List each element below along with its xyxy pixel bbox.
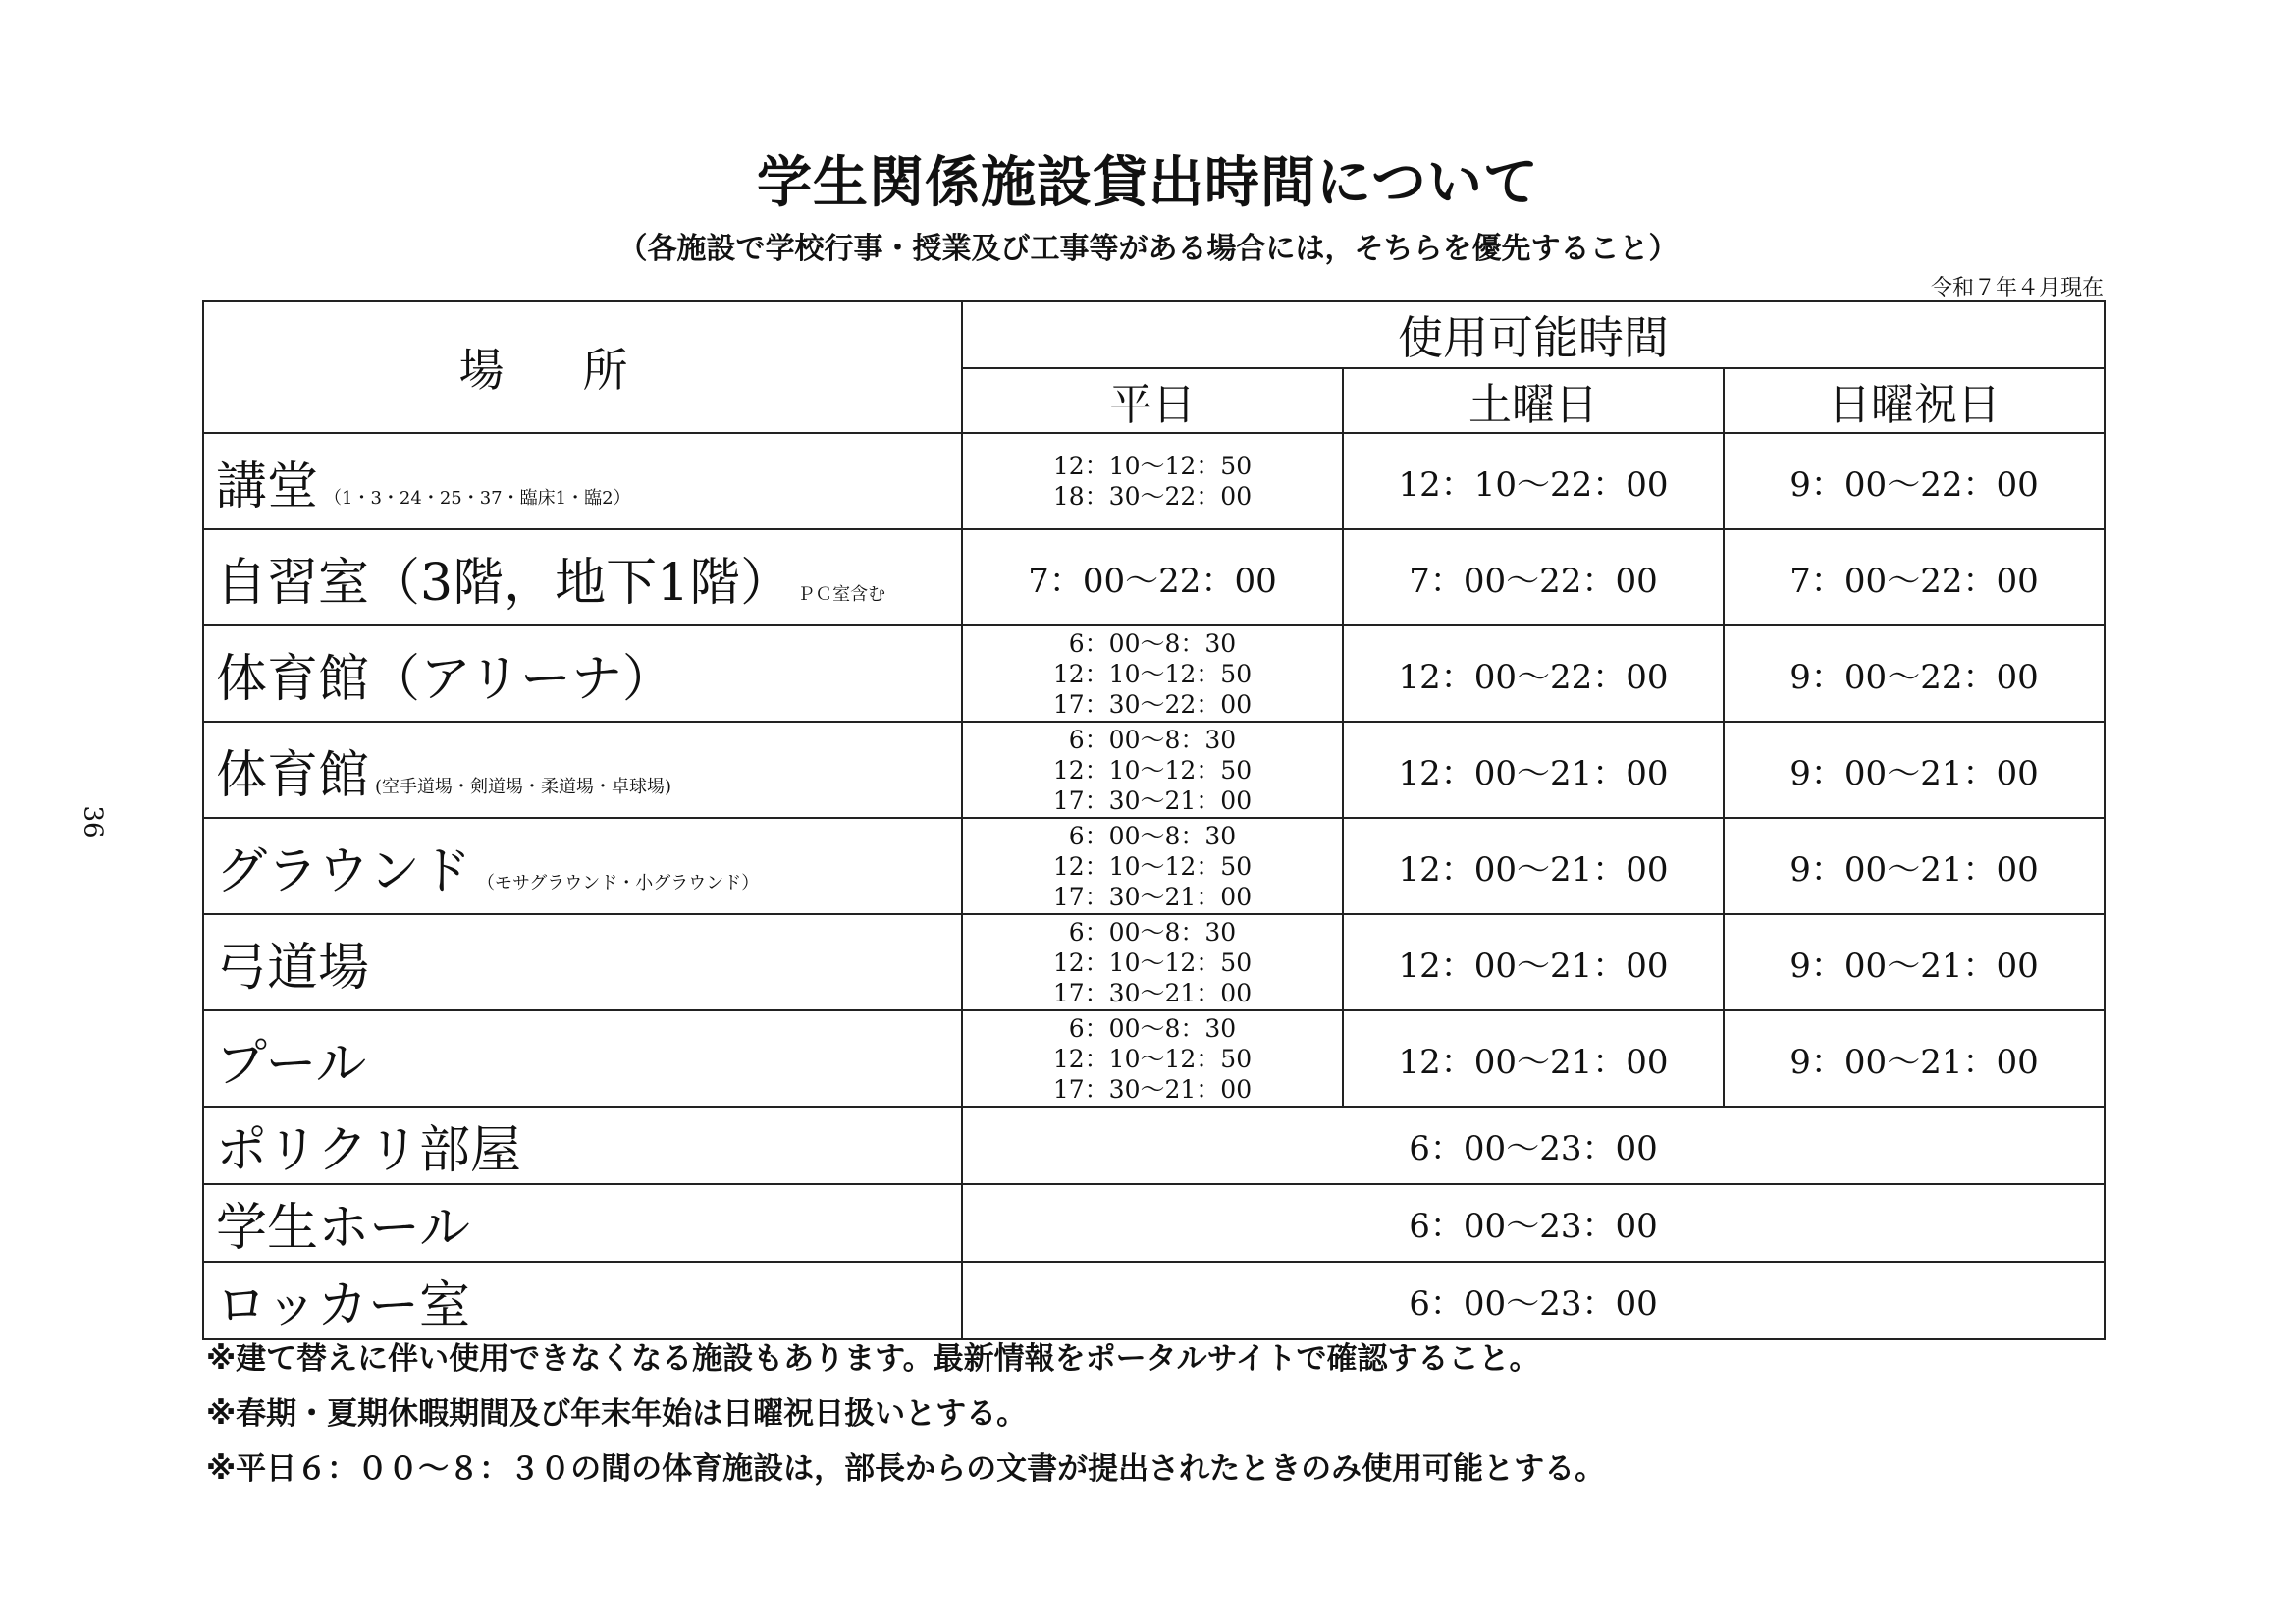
facility-rows <box>203 433 2105 1107</box>
weekday-time-slot: 17：30～21：00 <box>1052 882 1253 911</box>
facility-note: (空手道場・剣道場・柔道場・卓球場) <box>375 776 672 797</box>
table-row <box>203 529 2105 625</box>
as-of-date: 令和７年４月現在 <box>1930 276 2104 300</box>
facility-hours-table <box>202 300 2106 1340</box>
facility-name: 講堂 <box>216 457 319 516</box>
footnote: ※平日６：００～８：３０の間の体育施設は，部長からの文書が提出されたときのみ使用可能とする。 <box>206 1451 1606 1487</box>
weekday-time-slot: 17：30～22：00 <box>1052 689 1253 719</box>
facility-note: （モサグラウンド・小グラウンド） <box>477 872 760 893</box>
facility-name-cell <box>203 818 962 914</box>
sunday-hours-cell: 9：00～22：00 <box>1724 433 2105 529</box>
weekday-hours-cell <box>962 433 1343 529</box>
weekday-time-slot: 6：00～8：30 <box>1068 725 1237 754</box>
facility-note: （1・3・24・25・37・臨床1・臨2） <box>324 487 631 509</box>
facility-note: ＰＣ室含む <box>797 583 886 605</box>
weekday-hours-cell <box>962 1010 1343 1107</box>
sunday-hours-cell: 9：00～22：00 <box>1724 625 2105 722</box>
header-weekday: 平日 <box>962 368 1343 433</box>
saturday-hours-cell: 12：10～22：00 <box>1343 433 1724 529</box>
sunday-hours-cell: 9：00～21：00 <box>1724 914 2105 1010</box>
sunday-hours-cell: 9：00～21：00 <box>1724 722 2105 818</box>
saturday-hours-cell: 12：00～21：00 <box>1343 818 1724 914</box>
page-number: 36 <box>78 805 108 839</box>
header-usable-hours: 使用可能時間 <box>962 301 2105 368</box>
saturday-hours-cell: 12：00～22：00 <box>1343 625 1724 722</box>
all-day-hours-cell: 6：00～23：00 <box>962 1262 2105 1339</box>
facility-name-cell <box>203 1010 962 1107</box>
page-title: 学生関係施設貸出時間について <box>757 151 1539 215</box>
facility-name-cell <box>203 722 962 818</box>
facility-name: 自習室（3階，地下1階） <box>216 553 792 613</box>
weekday-time-slot: 12：10～12：50 <box>1052 755 1253 785</box>
footnotes <box>206 1333 1605 1498</box>
weekday-hours-cell <box>962 529 1343 625</box>
weekday-time-slot: 18：30～22：00 <box>1052 482 1253 511</box>
table-row <box>203 722 2105 818</box>
table-row <box>203 1184 2105 1262</box>
weekday-time-slot: 12：10～12：50 <box>1052 452 1253 480</box>
table-row <box>203 818 2105 914</box>
weekday-time-slot: 17：30～21：00 <box>1052 1074 1253 1104</box>
saturday-hours-cell: 7：00～22：00 <box>1343 529 1724 625</box>
facility-name: 体育館 <box>216 745 370 805</box>
facility-name-cell <box>203 529 962 625</box>
facility-name: 弓道場 <box>216 938 370 998</box>
all-day-hours-cell: 6：00～23：00 <box>962 1107 2105 1184</box>
weekday-time-slot: 17：30～21：00 <box>1052 978 1253 1007</box>
saturday-hours-cell: 12：00～21：00 <box>1343 1010 1724 1107</box>
facility-name: 体育館（アリーナ） <box>216 649 673 709</box>
footnote: ※春期・夏期休暇期間及び年末年始は日曜祝日扱いとする。 <box>206 1396 1028 1432</box>
table-row <box>203 1107 2105 1184</box>
weekday-time-slot: 6：00～8：30 <box>1068 1013 1237 1043</box>
facility-name-cell <box>203 914 962 1010</box>
table-row <box>203 914 2105 1010</box>
weekday-time-slot: 17：30～21：00 <box>1052 785 1253 815</box>
weekday-time-slot: 6：00～8：30 <box>1068 821 1237 850</box>
footnote: ※建て替えに伴い使用できなくなる施設もあります。最新情報をポータルサイトで確認すること。 <box>206 1341 1540 1377</box>
weekday-time-slot: 7：00～22：00 <box>1028 561 1277 601</box>
sunday-hours-cell: 7：00～22：00 <box>1724 529 2105 625</box>
table-row <box>203 1262 2105 1339</box>
table-row <box>203 433 2105 529</box>
header-sunday-holiday: 日曜祝日 <box>1724 368 2105 433</box>
weekday-time-slot: 6：00～8：30 <box>1068 917 1237 947</box>
facility-name: プール <box>216 1034 367 1094</box>
facility-name: ロッカー室 <box>203 1262 962 1339</box>
page-subtitle: （各施設で学校行事・授業及び工事等がある場合には，そちらを優先すること） <box>617 232 1679 266</box>
table-row <box>203 1010 2105 1107</box>
facility-name: グラウンド <box>216 841 472 901</box>
weekday-hours-cell <box>962 818 1343 914</box>
saturday-hours-cell: 12：00～21：00 <box>1343 914 1724 1010</box>
facility-name-cell <box>203 625 962 722</box>
header-place: 場所 <box>203 301 962 433</box>
all-day-hours-cell: 6：00～23：00 <box>962 1184 2105 1262</box>
weekday-hours-cell <box>962 722 1343 818</box>
table-row <box>203 625 2105 722</box>
weekday-time-slot: 12：10～12：50 <box>1052 947 1253 977</box>
all-day-rows <box>203 1107 2105 1339</box>
weekday-time-slot: 12：10～12：50 <box>1052 851 1253 881</box>
weekday-hours-cell <box>962 625 1343 722</box>
weekday-time-slot: 12：10～12：50 <box>1052 1044 1253 1073</box>
facility-name: ポリクリ部屋 <box>203 1107 962 1184</box>
weekday-time-slot: 6：00～8：30 <box>1068 628 1237 658</box>
sunday-hours-cell: 9：00～21：00 <box>1724 818 2105 914</box>
facility-name: 学生ホール <box>203 1184 962 1262</box>
header-saturday: 土曜日 <box>1343 368 1724 433</box>
saturday-hours-cell: 12：00～21：00 <box>1343 722 1724 818</box>
weekday-hours-cell <box>962 914 1343 1010</box>
sunday-hours-cell: 9：00～21：00 <box>1724 1010 2105 1107</box>
facility-name-cell <box>203 433 962 529</box>
weekday-time-slot: 12：10～12：50 <box>1052 659 1253 688</box>
